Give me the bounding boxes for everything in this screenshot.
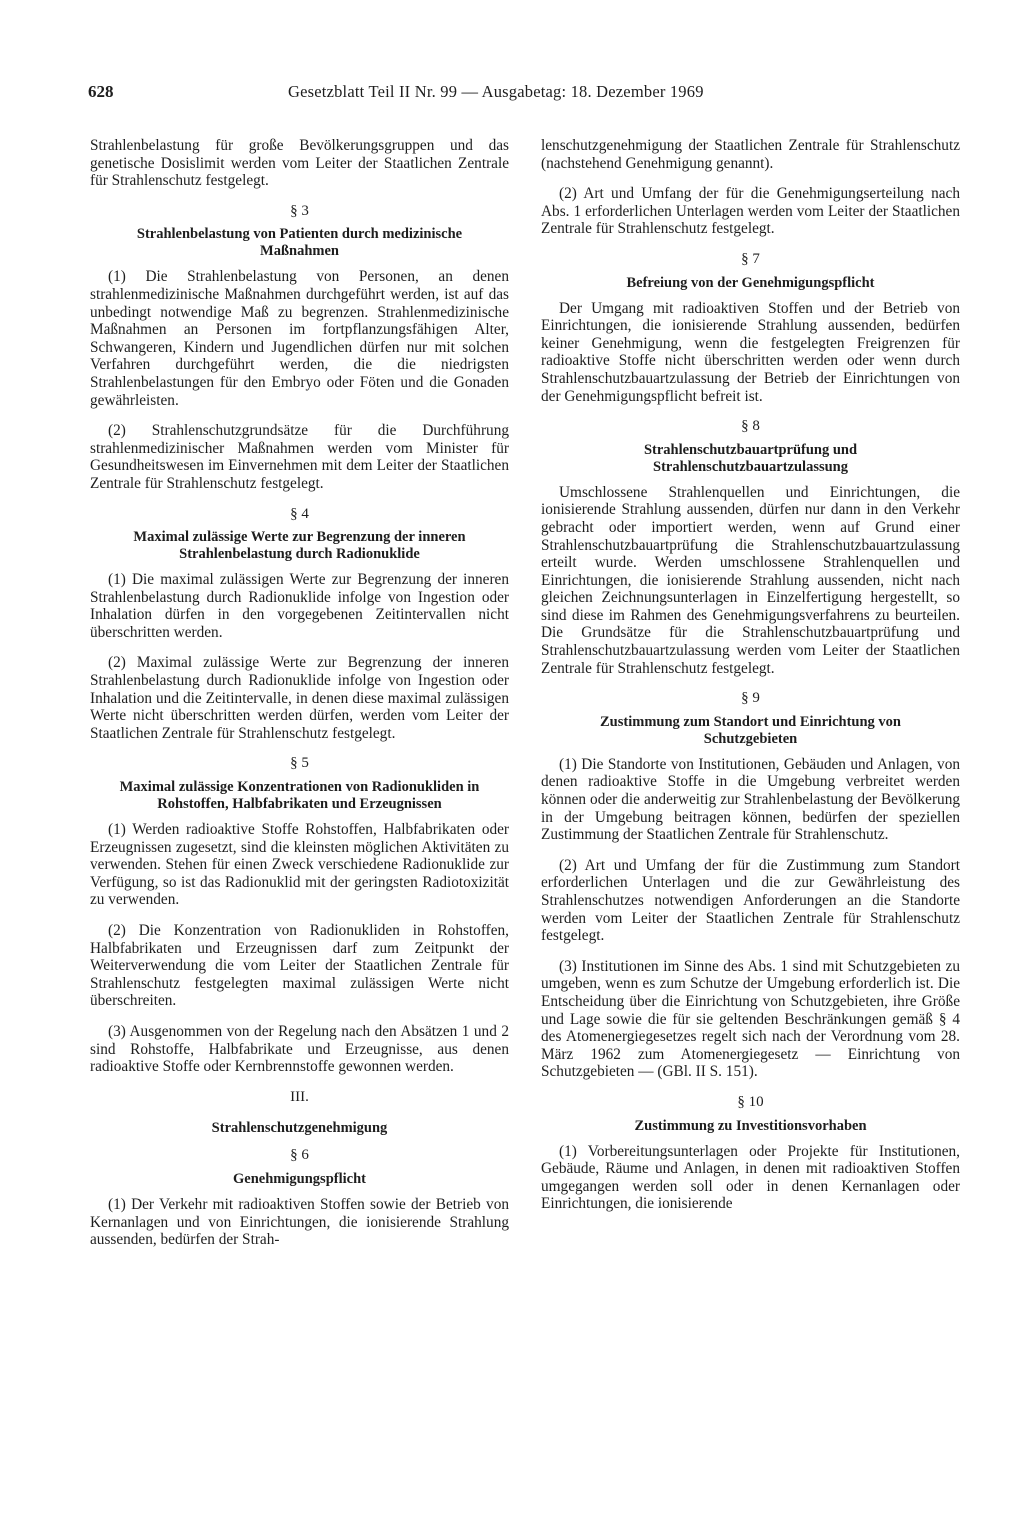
section-title: Zustimmung zum Standort und Einrichtung von Schutzgebieten xyxy=(600,713,901,747)
paragraph: Umschlossene Strahlenquellen und Einrichtungen, die ionisierende Strahlung aussenden, dürfen nur dann in den Verkehr gebracht oder importiert werden, wenn auf Grund einer Strahlenschutzbauartprüfung die Strahlenschutzbauartzulassung erteilt wurde. Werden umschlossene Strahlenquellen und Einrichtungen, die ionisierende Strahlung aussenden, nicht nach gleichen Zeichnungsunterlagen in Einzelfertigung hergestellt, so sind diese im Rahmen des Genehmigungsverfahrens zu beurteilen. Die Grundsätze für die Strahlenschutzbauartprüfung und Strahlenschutzbauartzulassung werden vom Leiter der Staatlichen Zentrale für Strahlenschutz festgelegt. xyxy=(541,483,960,677)
section-title: Strahlenschutzbauartprüfung und Strahlenschutzbauartzulassung xyxy=(643,441,858,475)
right-column xyxy=(541,137,960,1226)
section-number: § 4 xyxy=(290,505,309,522)
part-number: III. xyxy=(290,1088,309,1105)
section-title: Zustimmung zu Investitionsvorhaben xyxy=(634,1117,867,1134)
section-title: Befreiung von der Genehmigungspflicht xyxy=(626,274,875,291)
paragraph: (1) Vorbereitungsunterlagen oder Projekte für Institutionen, Gebäude, Räume und Anlagen, in denen mit radioaktiven Stoffen umgegangen werden soll oder in denen Kernanlagen oder Einrichtungen, die ionisierende xyxy=(541,1142,960,1213)
page-number: 628 xyxy=(88,82,114,101)
page-header xyxy=(88,82,973,104)
section-number: § 6 xyxy=(290,1147,309,1164)
section-title: Maximal zulässige Konzentrationen von Radionukliden in Rohstoffen, Halbfabrikaten und Erzeugnissen xyxy=(119,779,480,813)
paragraph: (1) Die Standorte von Institutionen, Gebäuden und Anlagen, von denen radioaktive Stoffe in die Umgebung verbreitet werden können oder die anderweitig zur Strahlenbelastung der Bevölkerung in der Umgebung beitragen können, bedürfen der speziellen Zustimmung der Staatlichen Zentrale für Strahlenschutz. xyxy=(541,755,960,844)
section-number: § 9 xyxy=(741,690,760,707)
section-title: Genehmigungspflicht xyxy=(233,1170,366,1187)
paragraph: Der Umgang mit radioaktiven Stoffen und der Betrieb von Einrichtungen, die ionisierende Strahlung aussenden, bedürfen keiner Genehmigung, wenn die festgelegten Freigrenzen für radioaktive Stoffe nicht überschritten werden oder wenn durch Strahlenschutzbauartzulassung der Betrieb der Einrichtungen von der Genehmigungspflicht befreit ist. xyxy=(541,299,960,405)
paragraph: (1) Die Strahlenbelastung von Personen, an denen strahlenmedizinische Maßnahmen durchgeführt werden, ist auf das unbedingt notwendige Maß zu begrenzen. Strahlenmedizinische Maßnahmen an Personen im fortpflanzungsfähigen Alter, Schwangeren, Kindern und Jugendlichen dürfen nur mit solchen Verfahren durchgeführt werden, die die niedrigsten Strahlenbelastungen für den Embryo oder Föten und die Gonaden gewährleisten. xyxy=(90,268,509,409)
paragraph: (1) Der Verkehr mit radioaktiven Stoffen sowie der Betrieb von Kernanlagen und von Einrichtungen, die ionisierende Strahlung aussenden, bedürfen der Strah- xyxy=(90,1195,509,1249)
paragraph: lenschutzgenehmigung der Staatlichen Zentrale für Strahlenschutz (nachstehend Genehmigung genannt). xyxy=(541,137,960,172)
section-number: § 10 xyxy=(737,1093,764,1110)
paragraph: (3) Institutionen im Sinne des Abs. 1 sind mit Schutzgebieten zu umgeben, wenn es zum Schutze der Umgebung erforderlich ist. Die Entscheidung über die Einrichtung von Schutzgebieten, ihre Größe und Lage sowie die für sie geltenden Beschränkungen gemäß § 4 des Atomenergiegesetzes regelt sich nach der Verordnung vom 28. März 1962 zum Atomenergiegesetz — Einrichtung von Schutzgebieten — (GBl. II S. 151). xyxy=(541,957,960,1081)
paragraph: (2) Maximal zulässige Werte zur Begrenzung der inneren Strahlenbelastung durch Radionuklide infolge von Ingestion oder Inhalation und die Zeitintervalle, in denen diese maximal zulässigen Werte nicht überschritten werden dürfen, werden vom Leiter der Staatlichen Zentrale für Strahlenschutz festgelegt. xyxy=(90,654,509,742)
section-number: § 3 xyxy=(290,202,309,219)
paragraph: (2) Strahlenschutzgrundsätze für die Durchführung strahlenmedizinischer Maßnahmen werden vom Minister für Gesundheitswesen im Einvernehmen mit dem Leiter der Staatlichen Zentrale für Strahlenschutz festgelegt. xyxy=(90,422,509,492)
paragraph: (2) Die Konzentration von Radionukliden in Rohstoffen, Halbfabrikaten und Erzeugnissen darf zum Zeitpunkt der Weiterverwendung die vom Leiter der Staatlichen Zentrale für Strahlenschutz festgelegten maximal zulässigen Werte nicht überschreiten. xyxy=(90,922,509,1010)
paragraph: (1) Die maximal zulässigen Werte zur Begrenzung der inneren Strahlenbelastung durch Radionuklide infolge von Ingestion oder Inhalation dürfen in den vorgegebenen Zeitintervallen nicht überschritten werden. xyxy=(90,571,509,641)
header-title: Gesetzblatt Teil II Nr. 99 — Ausgabetag: 18. Dezember 1969 xyxy=(288,82,704,101)
paragraph: (3) Ausgenommen von der Regelung nach den Absätzen 1 und 2 sind Rohstoffe, Halbfabrikate und Erzeugnisse, aus denen radioaktive Stoffe oder Kernbrennstoffe gewonnen werden. xyxy=(90,1022,509,1076)
section-title: Strahlenbelastung von Patienten durch medizinische Maßnahmen xyxy=(136,226,463,260)
paragraph: (2) Art und Umfang der für die Genehmigungserteilung nach Abs. 1 erforderlichen Unterlagen werden vom Leiter der Staatlichen Zentrale für Strahlenschutz festgelegt. xyxy=(541,185,960,238)
paragraph: (1) Werden radioaktive Stoffe Rohstoffen, Halbfabrikaten oder Erzeugnissen zugesetzt, sind die kleinsten möglichen Aktivitäten zu verwenden. Stehen für einen Zweck verschiedene Radionuklide zur Verfügung, so ist das Radionuklid mit der geringsten Radiotoxizität zu verwenden. xyxy=(90,821,509,909)
paragraph: (2) Art und Umfang der für die Zustimmung zum Standort erforderlichen Unterlagen und die zur Gewährleistung des Strahlenschutzes notwendigen Anforderungen an die Standorte werden vom Leiter der Staatlichen Zentrale für Strahlenschutz festgelegt. xyxy=(541,856,960,945)
section-title: Maximal zulässige Werte zur Begrenzung der inneren Strahlenbelastung durch Radionuklide xyxy=(133,529,466,563)
paragraph: Strahlenbelastung für große Bevölkerungsgruppen und das genetische Dosislimit werden vom Leiter der Staatlichen Zentrale für Strahlenschutz festgelegt. xyxy=(90,137,509,190)
part-title: Strahlenschutzgenehmigung xyxy=(211,1120,388,1137)
section-number: § 7 xyxy=(741,250,760,267)
section-number: § 5 xyxy=(290,755,309,772)
left-column xyxy=(90,137,509,1262)
section-number: § 8 xyxy=(741,418,760,435)
